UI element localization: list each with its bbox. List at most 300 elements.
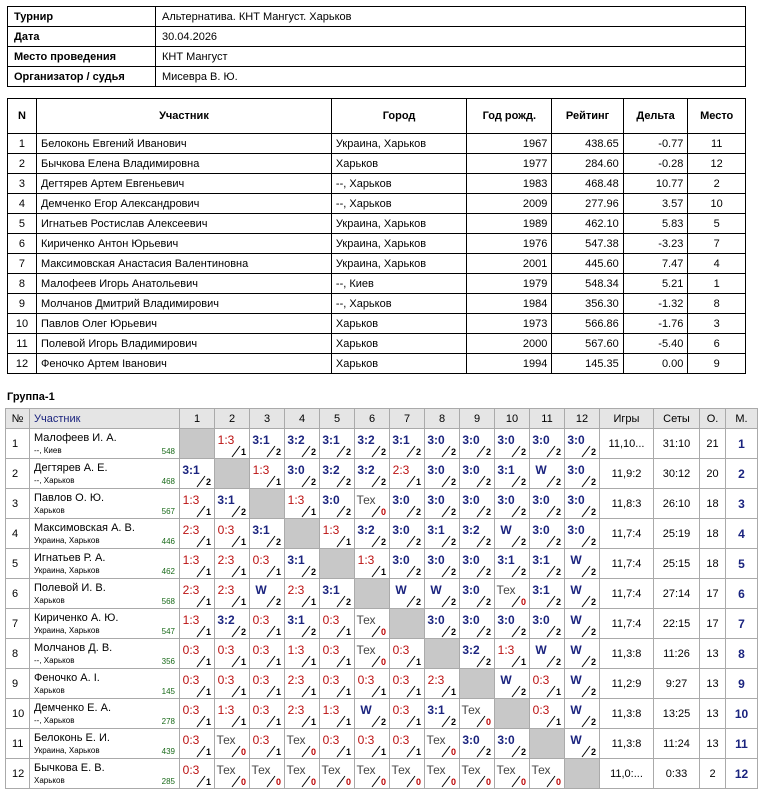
result-cell bbox=[215, 699, 250, 729]
match-score: Тех bbox=[216, 732, 236, 747]
match-points: 2 bbox=[345, 507, 351, 517]
slash-icon bbox=[336, 505, 346, 518]
participant-cell: Малофеев Игорь Анатольевич bbox=[36, 274, 331, 294]
match-points: 2 bbox=[485, 567, 491, 577]
slash-icon bbox=[546, 565, 556, 578]
match-points: 2 bbox=[275, 597, 281, 607]
self-cell bbox=[285, 519, 320, 549]
participant-cell: 0.00 bbox=[623, 354, 688, 374]
points-cell: 17 bbox=[700, 609, 726, 639]
match-points: 1 bbox=[205, 657, 211, 667]
match-points: 1 bbox=[310, 717, 316, 727]
match-score: W bbox=[535, 642, 547, 657]
match-points: 2 bbox=[310, 477, 316, 487]
match-points: 1 bbox=[520, 657, 526, 667]
result-cell bbox=[495, 579, 530, 609]
match-points: 2 bbox=[590, 507, 596, 517]
result-cell bbox=[250, 759, 285, 789]
match-score: 3:0 bbox=[462, 732, 480, 747]
match-points: 1 bbox=[240, 717, 246, 727]
result-cell bbox=[180, 459, 215, 489]
participant-cell: 11 bbox=[8, 334, 37, 354]
row-number: 7 bbox=[6, 609, 30, 639]
slash-icon bbox=[511, 745, 521, 758]
column-header: Год рожд. bbox=[467, 99, 552, 134]
result-cell bbox=[215, 549, 250, 579]
match-points: 2 bbox=[590, 687, 596, 697]
points-cell: 18 bbox=[700, 489, 726, 519]
result-cell bbox=[530, 459, 565, 489]
result-cell bbox=[320, 579, 355, 609]
match-points: 1 bbox=[555, 717, 561, 727]
match-score: 3:2 bbox=[357, 432, 375, 447]
match-score: 2:3 bbox=[287, 702, 305, 717]
info-row bbox=[8, 7, 746, 27]
slash-icon bbox=[371, 775, 381, 788]
slash-icon bbox=[546, 535, 556, 548]
participant-cell: 3 bbox=[688, 314, 746, 334]
slash-icon bbox=[336, 655, 346, 668]
participant-cell: --, Харьков bbox=[331, 194, 466, 214]
match-score: 3:0 bbox=[462, 612, 480, 627]
result-cell bbox=[355, 759, 390, 789]
match-score: 3:1 bbox=[532, 552, 550, 567]
result-cell bbox=[180, 669, 215, 699]
row-number: 4 bbox=[6, 519, 30, 549]
result-cell bbox=[215, 669, 250, 699]
match-score: 3:2 bbox=[462, 642, 480, 657]
match-points: 1 bbox=[310, 597, 316, 607]
info-row bbox=[8, 67, 746, 87]
match-score: Тех bbox=[286, 732, 306, 747]
row-number: 12 bbox=[6, 759, 30, 789]
row-number: 3 bbox=[6, 489, 30, 519]
row-number: 1 bbox=[6, 429, 30, 459]
slash-icon bbox=[336, 595, 346, 608]
match-score: Тех bbox=[321, 762, 341, 777]
result-cell bbox=[530, 489, 565, 519]
games-cell: 11,3:8 bbox=[600, 699, 654, 729]
match-points: 2 bbox=[380, 447, 386, 457]
result-cell bbox=[180, 579, 215, 609]
slash-icon bbox=[581, 565, 591, 578]
result-cell bbox=[565, 579, 600, 609]
self-cell bbox=[355, 579, 390, 609]
player-cell bbox=[30, 759, 180, 789]
match-score: Тех bbox=[496, 582, 516, 597]
match-score: 1:3 bbox=[217, 702, 235, 717]
group-row bbox=[6, 489, 758, 519]
result-cell bbox=[180, 519, 215, 549]
match-points: 1 bbox=[415, 717, 421, 727]
slash-icon bbox=[266, 655, 276, 668]
match-score: Тех bbox=[356, 492, 376, 507]
match-points: 1 bbox=[380, 567, 386, 577]
match-score: W bbox=[570, 552, 582, 567]
place-cell: 9 bbox=[726, 669, 758, 699]
result-cell bbox=[425, 519, 460, 549]
result-cell bbox=[390, 429, 425, 459]
match-score: Тех bbox=[426, 732, 446, 747]
match-points: 2 bbox=[485, 447, 491, 457]
match-score: W bbox=[255, 582, 267, 597]
column-header: Дельта bbox=[623, 99, 688, 134]
participant-cell: 8 bbox=[688, 294, 746, 314]
slash-icon bbox=[441, 535, 451, 548]
slash-icon bbox=[266, 475, 276, 488]
match-points: 2 bbox=[450, 537, 456, 547]
slash-icon bbox=[266, 445, 276, 458]
slash-icon bbox=[546, 715, 556, 728]
match-score: 1:3 bbox=[217, 432, 235, 447]
match-points: 2 bbox=[520, 507, 526, 517]
slash-icon bbox=[476, 595, 486, 608]
result-cell bbox=[285, 759, 320, 789]
player-rating: 439 bbox=[161, 747, 175, 756]
participant-cell: -0.77 bbox=[623, 134, 688, 154]
match-score: 3:0 bbox=[427, 492, 445, 507]
match-score: 0:3 bbox=[322, 672, 340, 687]
tournament-info-table bbox=[7, 6, 746, 87]
place-cell: 5 bbox=[726, 549, 758, 579]
result-cell bbox=[425, 729, 460, 759]
participant-cell: -5.40 bbox=[623, 334, 688, 354]
slash-icon bbox=[301, 505, 311, 518]
match-score: 2:3 bbox=[392, 462, 410, 477]
player-name: Молчанов Д. В. bbox=[34, 641, 113, 654]
result-cell bbox=[355, 429, 390, 459]
grid-header: 2 bbox=[215, 409, 250, 429]
result-cell bbox=[390, 519, 425, 549]
result-cell bbox=[460, 759, 495, 789]
participant-cell: 11 bbox=[688, 134, 746, 154]
slash-icon bbox=[371, 745, 381, 758]
match-points: 0 bbox=[310, 747, 316, 757]
sets-cell: 30:12 bbox=[654, 459, 700, 489]
match-score: 3:0 bbox=[462, 582, 480, 597]
points-cell: 18 bbox=[700, 519, 726, 549]
player-rating: 285 bbox=[161, 777, 175, 786]
slash-icon bbox=[511, 505, 521, 518]
result-cell bbox=[320, 429, 355, 459]
result-cell bbox=[460, 459, 495, 489]
participant-cell: -3.23 bbox=[623, 234, 688, 254]
row-number: 2 bbox=[6, 459, 30, 489]
player-name: Кириченко А. Ю. bbox=[34, 611, 119, 624]
result-cell bbox=[215, 639, 250, 669]
match-points: 1 bbox=[345, 537, 351, 547]
slash-icon bbox=[546, 625, 556, 638]
match-points: 0 bbox=[520, 597, 526, 607]
slash-icon bbox=[231, 445, 241, 458]
match-score: 3:0 bbox=[567, 522, 585, 537]
match-score: 2:3 bbox=[217, 582, 235, 597]
result-cell bbox=[530, 609, 565, 639]
sets-cell: 25:19 bbox=[654, 519, 700, 549]
participant-row bbox=[8, 314, 746, 334]
slash-icon bbox=[546, 775, 556, 788]
result-cell bbox=[250, 669, 285, 699]
participant-row bbox=[8, 274, 746, 294]
participant-cell: Полевой Игорь Владимирович bbox=[36, 334, 331, 354]
player-cell bbox=[30, 729, 180, 759]
match-score: W bbox=[360, 702, 372, 717]
result-cell bbox=[425, 699, 460, 729]
match-score: 0:3 bbox=[392, 702, 410, 717]
player-rating: 547 bbox=[161, 627, 175, 636]
player-city: --, Харьков bbox=[34, 715, 75, 725]
place-cell: 2 bbox=[726, 459, 758, 489]
match-score: 3:1 bbox=[427, 522, 445, 537]
match-points: 1 bbox=[415, 657, 421, 667]
participant-cell: --, Харьков bbox=[331, 294, 466, 314]
result-cell bbox=[355, 519, 390, 549]
slash-icon bbox=[196, 535, 206, 548]
match-score: 0:3 bbox=[532, 702, 550, 717]
result-cell bbox=[530, 669, 565, 699]
participant-cell: Максимовская Анастасия Валентиновна bbox=[36, 254, 331, 274]
slash-icon bbox=[231, 625, 241, 638]
slash-icon bbox=[266, 685, 276, 698]
slash-icon bbox=[196, 565, 206, 578]
player-city: Украина, Харьков bbox=[34, 565, 100, 575]
self-cell bbox=[390, 609, 425, 639]
match-points: 2 bbox=[590, 627, 596, 637]
slash-icon bbox=[406, 595, 416, 608]
grid-header: 5 bbox=[320, 409, 355, 429]
slash-icon bbox=[196, 475, 206, 488]
match-points: 1 bbox=[310, 507, 316, 517]
result-cell bbox=[425, 759, 460, 789]
player-rating: 567 bbox=[161, 507, 175, 516]
group-row bbox=[6, 609, 758, 639]
player-name: Полевой И. В. bbox=[34, 581, 106, 594]
sets-cell: 25:15 bbox=[654, 549, 700, 579]
games-cell: 11,7:4 bbox=[600, 579, 654, 609]
slash-icon bbox=[441, 565, 451, 578]
slash-icon bbox=[546, 505, 556, 518]
slash-icon bbox=[406, 685, 416, 698]
player-city: --, Киев bbox=[34, 445, 62, 455]
match-score: 2:3 bbox=[217, 552, 235, 567]
match-score: 3:0 bbox=[497, 732, 515, 747]
match-points: 2 bbox=[275, 537, 281, 547]
match-score: W bbox=[570, 732, 582, 747]
participant-cell: Харьков bbox=[331, 154, 466, 174]
match-score: W bbox=[570, 642, 582, 657]
match-points: 1 bbox=[415, 477, 421, 487]
match-score: Тех bbox=[496, 762, 516, 777]
participant-cell: 8 bbox=[8, 274, 37, 294]
participant-cell: 284.60 bbox=[552, 154, 623, 174]
result-cell bbox=[320, 459, 355, 489]
slash-icon bbox=[301, 745, 311, 758]
participant-cell: 1967 bbox=[467, 134, 552, 154]
result-cell bbox=[215, 519, 250, 549]
match-score: 0:3 bbox=[252, 672, 270, 687]
result-cell bbox=[250, 579, 285, 609]
result-cell bbox=[390, 639, 425, 669]
slash-icon bbox=[581, 655, 591, 668]
result-cell bbox=[495, 729, 530, 759]
match-points: 1 bbox=[275, 657, 281, 667]
participant-cell: 5 bbox=[8, 214, 37, 234]
row-number: 11 bbox=[6, 729, 30, 759]
match-score: Тех bbox=[286, 762, 306, 777]
match-score: 0:3 bbox=[322, 612, 340, 627]
result-cell bbox=[425, 429, 460, 459]
participant-cell: 1973 bbox=[467, 314, 552, 334]
match-score: 3:1 bbox=[392, 432, 410, 447]
result-cell bbox=[250, 459, 285, 489]
result-cell bbox=[390, 549, 425, 579]
participant-cell: -1.76 bbox=[623, 314, 688, 334]
match-points: 2 bbox=[590, 717, 596, 727]
result-cell bbox=[565, 519, 600, 549]
slash-icon bbox=[476, 475, 486, 488]
match-points: 1 bbox=[240, 567, 246, 577]
slash-icon bbox=[266, 535, 276, 548]
result-cell bbox=[285, 489, 320, 519]
match-points: 0 bbox=[450, 747, 456, 757]
participant-row bbox=[8, 154, 746, 174]
result-cell bbox=[460, 429, 495, 459]
match-score: 3:1 bbox=[287, 612, 305, 627]
match-score: 3:0 bbox=[322, 492, 340, 507]
match-score: Тех bbox=[391, 762, 411, 777]
slash-icon bbox=[581, 445, 591, 458]
result-cell bbox=[390, 699, 425, 729]
result-cell bbox=[250, 729, 285, 759]
match-points: 0 bbox=[310, 777, 316, 787]
match-points: 2 bbox=[520, 687, 526, 697]
grid-header: 1 bbox=[180, 409, 215, 429]
match-score: 3:1 bbox=[217, 492, 235, 507]
slash-icon bbox=[546, 445, 556, 458]
player-name: Белоконь Е. И. bbox=[34, 731, 110, 744]
result-cell bbox=[495, 429, 530, 459]
info-value: 30.04.2026 bbox=[156, 27, 746, 47]
result-cell bbox=[320, 609, 355, 639]
match-points: 1 bbox=[240, 657, 246, 667]
match-points: 1 bbox=[310, 687, 316, 697]
sets-cell: 9:27 bbox=[654, 669, 700, 699]
player-cell bbox=[30, 639, 180, 669]
slash-icon bbox=[231, 775, 241, 788]
slash-icon bbox=[336, 775, 346, 788]
row-number: 10 bbox=[6, 699, 30, 729]
participant-cell: Дегтярев Артем Евгеньевич bbox=[36, 174, 331, 194]
match-score: Тех bbox=[356, 642, 376, 657]
participant-cell: 2000 bbox=[467, 334, 552, 354]
player-city: Харьков bbox=[34, 775, 65, 785]
participant-cell: 1984 bbox=[467, 294, 552, 314]
group-row bbox=[6, 429, 758, 459]
group-row bbox=[6, 699, 758, 729]
result-cell bbox=[180, 759, 215, 789]
result-cell bbox=[355, 639, 390, 669]
slash-icon bbox=[441, 775, 451, 788]
slash-icon bbox=[301, 685, 311, 698]
games-cell: 11,8:3 bbox=[600, 489, 654, 519]
games-cell: 11,0:... bbox=[600, 759, 654, 789]
result-cell bbox=[530, 639, 565, 669]
slash-icon bbox=[476, 535, 486, 548]
participant-cell: 5.21 bbox=[623, 274, 688, 294]
match-score: Тех bbox=[251, 762, 271, 777]
match-score: 3:2 bbox=[357, 462, 375, 477]
match-score: 1:3 bbox=[182, 612, 200, 627]
result-cell bbox=[530, 519, 565, 549]
match-score: 0:3 bbox=[217, 672, 235, 687]
participant-cell: Украина, Харьков bbox=[331, 234, 466, 254]
match-points: 2 bbox=[555, 567, 561, 577]
info-row bbox=[8, 27, 746, 47]
slash-icon bbox=[231, 535, 241, 548]
player-name: Павлов О. Ю. bbox=[34, 491, 105, 504]
result-cell bbox=[180, 549, 215, 579]
slash-icon bbox=[231, 685, 241, 698]
group-title: Группа-1 bbox=[7, 391, 55, 403]
self-cell bbox=[250, 489, 285, 519]
participant-cell: 9 bbox=[688, 354, 746, 374]
sets-cell: 26:10 bbox=[654, 489, 700, 519]
slash-icon bbox=[231, 595, 241, 608]
slash-icon bbox=[231, 715, 241, 728]
player-city: Украина, Харьков bbox=[34, 535, 100, 545]
result-cell bbox=[495, 459, 530, 489]
match-points: 1 bbox=[415, 747, 421, 757]
match-points: 1 bbox=[345, 747, 351, 757]
slash-icon bbox=[406, 655, 416, 668]
match-points: 2 bbox=[590, 537, 596, 547]
result-cell bbox=[320, 489, 355, 519]
match-points: 0 bbox=[415, 777, 421, 787]
match-score: 0:3 bbox=[392, 642, 410, 657]
match-points: 2 bbox=[380, 537, 386, 547]
result-cell bbox=[460, 549, 495, 579]
result-cell bbox=[180, 639, 215, 669]
match-score: Тех bbox=[356, 612, 376, 627]
match-points: 2 bbox=[590, 477, 596, 487]
match-score: 3:0 bbox=[497, 432, 515, 447]
sets-cell: 0:33 bbox=[654, 759, 700, 789]
participant-cell: 4 bbox=[8, 194, 37, 214]
participant-cell: 438.65 bbox=[552, 134, 623, 154]
player-name: Игнатьев Р. А. bbox=[34, 551, 106, 564]
row-number: 9 bbox=[6, 669, 30, 699]
result-cell bbox=[495, 639, 530, 669]
info-key: Организатор / судья bbox=[8, 67, 156, 87]
match-points: 1 bbox=[555, 687, 561, 697]
match-score: W bbox=[395, 582, 407, 597]
participant-row bbox=[8, 294, 746, 314]
match-score: 3:0 bbox=[392, 552, 410, 567]
sets-cell: 27:14 bbox=[654, 579, 700, 609]
slash-icon bbox=[581, 745, 591, 758]
slash-icon bbox=[196, 715, 206, 728]
participant-row bbox=[8, 214, 746, 234]
result-cell bbox=[390, 489, 425, 519]
match-score: 3:2 bbox=[217, 612, 235, 627]
sets-cell: 11:24 bbox=[654, 729, 700, 759]
match-points: 0 bbox=[485, 777, 491, 787]
match-score: 3:1 bbox=[532, 582, 550, 597]
player-rating: 568 bbox=[161, 597, 175, 606]
player-name: Максимовская А. В. bbox=[34, 521, 135, 534]
result-cell bbox=[285, 579, 320, 609]
grid-header: 9 bbox=[460, 409, 495, 429]
